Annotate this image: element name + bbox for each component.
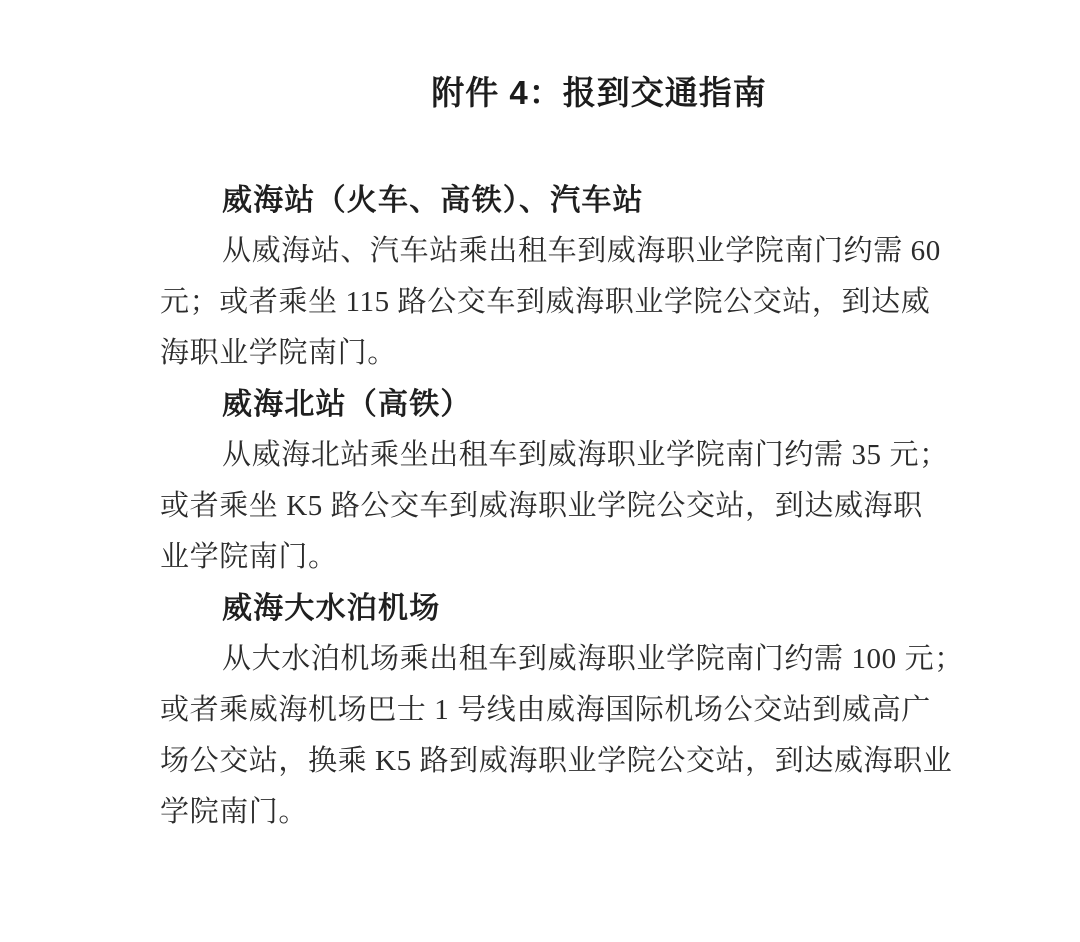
text-line: 场公交站，换乘 K5 路到威海职业学院公交站，到达威海职业 (160, 745, 953, 777)
section-heading: 威海站（火车、高铁）、汽车站 (222, 184, 644, 217)
text-line: 或者乘坐 K5 路公交车到威海职业学院公交站，到达威海职 (160, 490, 923, 522)
document-title: 附件 4：报到交通指南 (431, 74, 767, 111)
document-body (160, 175, 964, 838)
text-line: 从威海站、汽车站乘出租车到威海职业学院南门约需 60 (222, 235, 941, 267)
section-weihai-station (160, 175, 950, 379)
text-line: 学院南门。 (160, 796, 309, 828)
text-line: 海职业学院南门。 (160, 337, 397, 369)
text-line: 从大水泊机场乘出租车到威海职业学院南门约需 100 元； (222, 643, 964, 675)
text-line: 业学院南门。 (160, 541, 338, 573)
text-line: 元；或者乘坐 115 路公交车到威海职业学院公交站，到达威 (160, 286, 931, 318)
section-heading: 威海北站（高铁） (222, 388, 472, 421)
section-weihai-airport (160, 583, 964, 838)
text-line: 或者乘威海机场巴士 1 号线由威海国际机场公交站到威高广 (160, 694, 931, 726)
section-weihai-north-station (160, 379, 950, 583)
section-heading: 威海大水泊机场 (222, 592, 441, 625)
text-line: 从威海北站乘坐出租车到威海职业学院南门约需 35 元； (222, 439, 949, 471)
